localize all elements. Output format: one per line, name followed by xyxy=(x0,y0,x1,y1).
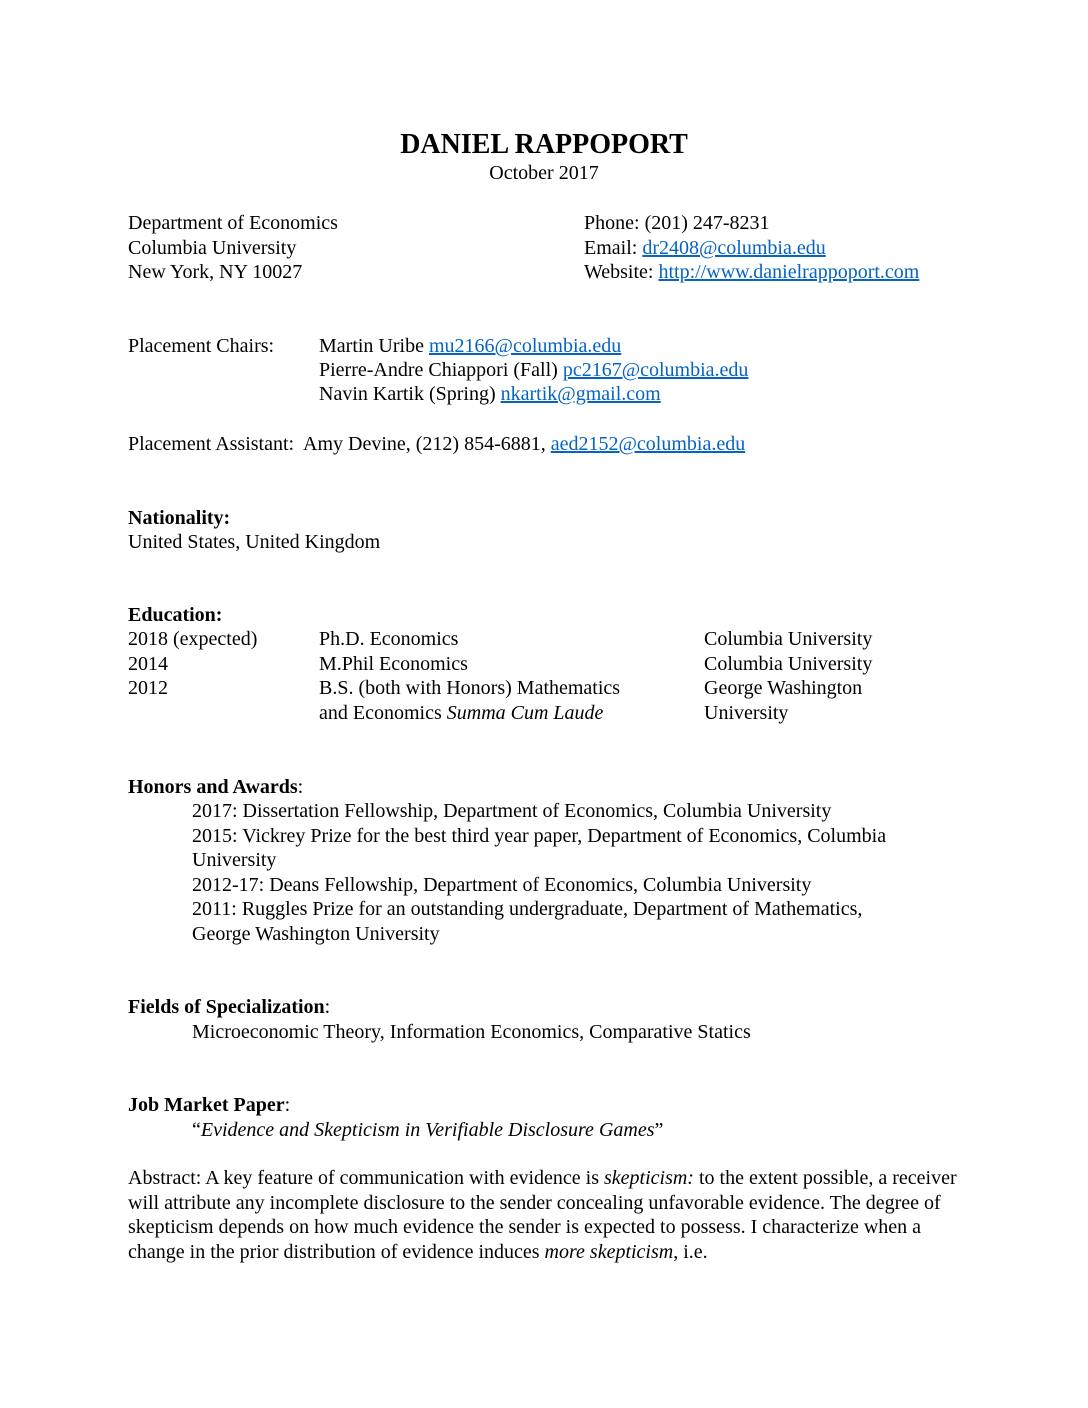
abstract-emphasis-1: skepticism: xyxy=(603,1167,694,1189)
jmp-title: Evidence and Skepticism in Verifiable Disclosure Games xyxy=(200,1119,655,1141)
website-row xyxy=(584,260,919,284)
education-year: 2012 xyxy=(128,677,168,699)
education-school-continued: University xyxy=(704,702,789,724)
fields-heading-row: Fields of Specialization: xyxy=(128,996,331,1018)
abstract-part-1: A key feature of communication with evidence is xyxy=(205,1167,599,1189)
fields-value: Microeconomic Theory, Information Economics, Comparative Statics xyxy=(192,1021,751,1043)
honor-item: 2012-17: Deans Fellowship, Department of Economics, Columbia University xyxy=(192,874,812,896)
education-year: 2018 (expected) xyxy=(128,628,258,650)
placement-chair-name: Pierre-Andre Chiappori (Fall) xyxy=(319,359,558,381)
education-school: Columbia University xyxy=(704,653,873,675)
education-school: Columbia University xyxy=(704,628,873,650)
address-line-1: Department of Economics xyxy=(128,212,338,234)
abstract-part-2: to the extent possible, a receiver will attribute any incomplete disclosure to the sender concealing unfavorable evidence. The degree of skepticism depends on how much evidence the sender is expected to possess. I characterize when a change in the prior distribution of evidence induces xyxy=(128,1167,957,1263)
placement-chair-row xyxy=(319,334,621,358)
placement-chair-row xyxy=(319,382,661,406)
education-degree: M.Phil Economics xyxy=(319,653,468,675)
education-degree: B.S. (both with Honors) Mathematics xyxy=(319,677,621,699)
jmp-abstract xyxy=(128,1166,958,1264)
phone-value: (201) 247-8231 xyxy=(644,212,770,234)
website-link[interactable]: http://www.danielrappoport.com xyxy=(658,261,920,283)
abstract-label: Abstract: xyxy=(128,1167,202,1189)
placement-assistant-row xyxy=(128,432,745,456)
honor-item: University xyxy=(192,849,277,871)
email-row xyxy=(584,236,826,260)
honors-heading-row: Honors and Awards: xyxy=(128,776,304,798)
placement-chairs-label: Placement Chairs: xyxy=(128,335,275,357)
cv-name: DANIEL RAPPOPORT xyxy=(400,129,688,160)
honor-item: 2015: Vickrey Prize for the best third year paper, Department of Economics, Columbia xyxy=(192,825,887,847)
placement-assistant-label: Placement Assistant: xyxy=(128,433,295,455)
jmp-heading-row: Job Market Paper: xyxy=(128,1094,291,1116)
nationality-value: United States, United Kingdom xyxy=(128,531,381,553)
placement-assistant-email[interactable]: aed2152@columbia.edu xyxy=(550,433,746,455)
phone-row xyxy=(584,211,770,235)
education-degree-honor: Summa Cum Laude xyxy=(446,702,604,724)
address-line-3: New York, NY 10027 xyxy=(128,261,303,283)
website-label: Website: xyxy=(584,261,654,283)
education-degree: Ph.D. Economics xyxy=(319,628,459,650)
placement-chair-email[interactable]: mu2166@columbia.edu xyxy=(428,335,622,357)
abstract-emphasis-2: more skepticism xyxy=(544,1240,674,1263)
placement-chair-name: Martin Uribe xyxy=(319,335,424,357)
placement-chair-email[interactable]: nkartik@gmail.com xyxy=(500,383,661,405)
education-heading: Education: xyxy=(128,604,223,626)
education-degree-extra: and Economics xyxy=(319,702,442,724)
education-year: 2014 xyxy=(128,653,168,675)
education-degree-continued xyxy=(319,701,603,725)
jmp-heading: Job Market Paper xyxy=(128,1094,285,1116)
placement-assistant-value: Amy Devine, (212) 854-6881, xyxy=(303,433,546,455)
email-label: Email: xyxy=(584,237,638,259)
honor-item: 2011: Ruggles Prize for an outstanding undergraduate, Department of Mathematics, xyxy=(192,898,863,920)
placement-chair-email[interactable]: pc2167@columbia.edu xyxy=(562,359,749,381)
honor-item: 2017: Dissertation Fellowship, Department of Economics, Columbia University xyxy=(192,800,832,822)
honors-heading: Honors and Awards xyxy=(128,776,298,798)
education-school: George Washington xyxy=(704,677,863,699)
abstract-part-3: , i.e. xyxy=(673,1240,708,1263)
placement-chair-row xyxy=(319,358,748,382)
email-link[interactable]: dr2408@columbia.edu xyxy=(642,237,826,259)
phone-label: Phone: xyxy=(584,212,640,234)
address-line-2: Columbia University xyxy=(128,237,297,259)
honor-item: George Washington University xyxy=(192,923,440,945)
nationality-heading: Nationality: xyxy=(128,507,231,529)
cv-date: October 2017 xyxy=(489,162,599,184)
jmp-title-row: “Evidence and Skepticism in Verifiable Disclosure Games” xyxy=(192,1119,664,1141)
placement-chair-name: Navin Kartik (Spring) xyxy=(319,383,496,405)
fields-heading: Fields of Specialization xyxy=(128,996,325,1018)
